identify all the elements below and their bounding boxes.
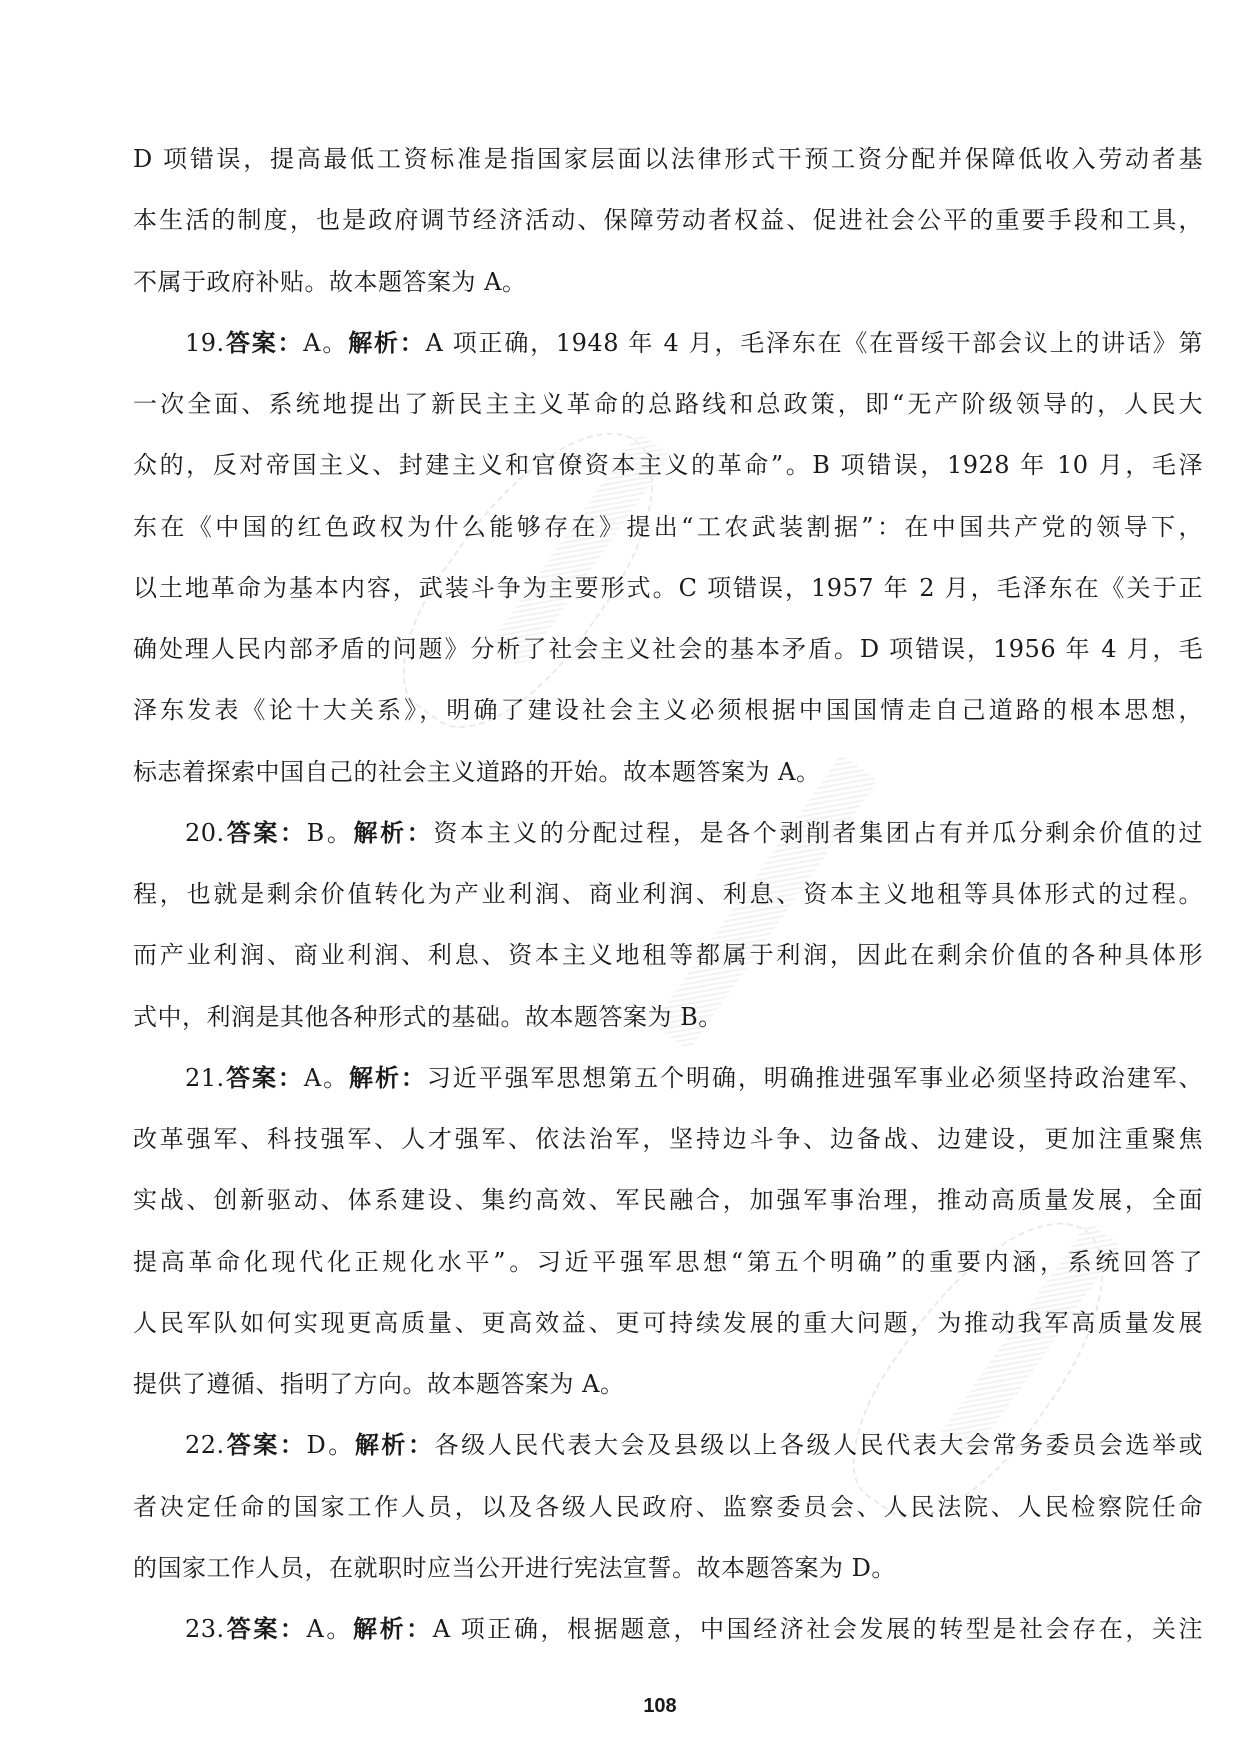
text-line: 确处理人民内部矛盾的问题》分析了社会主义社会的基本矛盾。D 项错误，1956 年 4 月，毛 (133, 635, 1203, 663)
text-line: 的国家工作人员，在就职时应当公开进行宪法宣誓。故本题答案为 D。 (133, 1553, 896, 1582)
answer-value: D。 (306, 1431, 355, 1460)
analysis-label: 解析： (353, 1615, 433, 1643)
question-number: 21. (185, 1063, 225, 1092)
question-number: 19. (185, 328, 225, 357)
analysis-label: 解析： (349, 1063, 427, 1092)
text-line: 程，也就是剩余价值转化为产业利润、商业利润、利息、资本主义地租等具体形式的过程。 (133, 880, 1203, 908)
analysis-text: A 项正确，根据题意，中国经济社会发展的转型是社会存在，关注 (432, 1615, 1203, 1643)
text-line: 一次全面、系统地提出了新民主主义革命的总路线和总政策，即“无产阶级领导的，人民大 (133, 390, 1203, 418)
answer-label: 答案： (224, 1431, 307, 1460)
analysis-label: 解析： (348, 328, 426, 357)
question-number: 23. (185, 1615, 225, 1643)
analysis-text: A 项正确，1948 年 4 月，毛泽东在《在晋绥干部会议上的讲话》第 (425, 328, 1204, 357)
text-line: 者决定任命的国家工作人员，以及各级人民政府、监察委员会、人民法院、人民检察院任命 (133, 1492, 1203, 1521)
text-line: 式中，利润是其他各种形式的基础。故本题答案为 B。 (133, 1002, 723, 1031)
analysis-label: 解析： (354, 1431, 435, 1460)
answer-label: 答案： (224, 328, 304, 357)
answer-explanations (133, 129, 1203, 1660)
text-line: 本生活的制度，也是政府调节经济活动、保障劳动者权益、促进社会公平的重要手段和工具， (133, 206, 1203, 235)
question-heading-line (133, 313, 1203, 374)
answer-label: 答案： (224, 1063, 304, 1092)
text-line: 而产业利润、商业利润、利息、资本主义地租等都属于利润，因此在剩余价值的各种具体形 (133, 941, 1203, 970)
text-line: 改革强军、科技强军、人才强军、依法治军，坚持边斗争、边备战、边建设，更加注重聚焦 (133, 1125, 1203, 1153)
analysis-text: 各级人民代表大会及县级以上各级人民代表大会常务委员会选举或 (434, 1431, 1204, 1460)
paragraph-q23 (133, 1599, 1203, 1660)
text-line: 不属于政府补贴。故本题答案为 A。 (133, 267, 527, 296)
analysis-text: 习近平强军思想第五个明确，明确推进强军事业必须坚持政治建军、 (426, 1063, 1204, 1092)
answer-value: A。 (306, 1615, 353, 1643)
text-line: 人民军队如何实现更高质量、更高效益、更可持续发展的重大问题，为推动我军高质量发展 (133, 1308, 1203, 1337)
analysis-label: 解析： (353, 818, 434, 847)
paragraph-q22 (133, 1415, 1203, 1599)
paragraph-q21 (133, 1048, 1203, 1416)
text-line: 实战、创新驱动、体系建设、集约高效、军民融合，加强军事治理，推动高质量发展，全面 (133, 1186, 1203, 1215)
text-line: 标志着探索中国自己的社会主义道路的开始。故本题答案为 A。 (133, 757, 821, 786)
text-line: 东在《中国的红色政权为什么能够存在》提出“工农武装割据”：在中国共产党的领导下， (133, 512, 1203, 541)
question-heading-line (133, 1048, 1203, 1109)
answer-value: A。 (303, 328, 349, 357)
text-line: 提高革命化现代化正规化水平”。习近平强军思想“第五个明确”的重要内涵，系统回答了 (133, 1247, 1203, 1276)
text-line: 以土地革命为基本内容，武装斗争为主要形式。C 项错误，1957 年 2 月，毛泽东在《关于正 (133, 573, 1203, 602)
question-heading-line (133, 803, 1203, 864)
question-number: 22. (185, 1431, 225, 1460)
question-heading-line (133, 1599, 1203, 1660)
paragraph-q18-tail (133, 129, 1203, 313)
answer-label: 答案： (224, 1615, 307, 1643)
text-line: D 项错误，提高最低工资标准是指国家层面以法律形式干预工资分配并保障低收入劳动者基 (133, 145, 1203, 173)
answer-value: B。 (306, 818, 354, 847)
paragraph-q20 (133, 803, 1203, 1048)
text-line: 众的，反对帝国主义、封建主义和官僚资本主义的革命”。B 项错误，1928 年 10 月，毛泽 (133, 451, 1203, 480)
page-number: 108 (643, 1695, 677, 1717)
text-line: 提供了遵循、指明了方向。故本题答案为 A。 (133, 1370, 625, 1398)
answer-label: 答案： (224, 818, 307, 847)
answer-value: A。 (303, 1063, 350, 1092)
question-number: 20. (185, 818, 225, 847)
text-line: 泽东发表《论十大关系》，明确了建设社会主义必须根据中国国情走自己道路的根本思想， (133, 696, 1203, 725)
analysis-text: 资本主义的分配过程，是各个剥削者集团占有并瓜分剩余价值的过 (433, 818, 1204, 847)
question-heading-line (133, 1415, 1203, 1476)
paragraph-q19 (133, 313, 1203, 803)
